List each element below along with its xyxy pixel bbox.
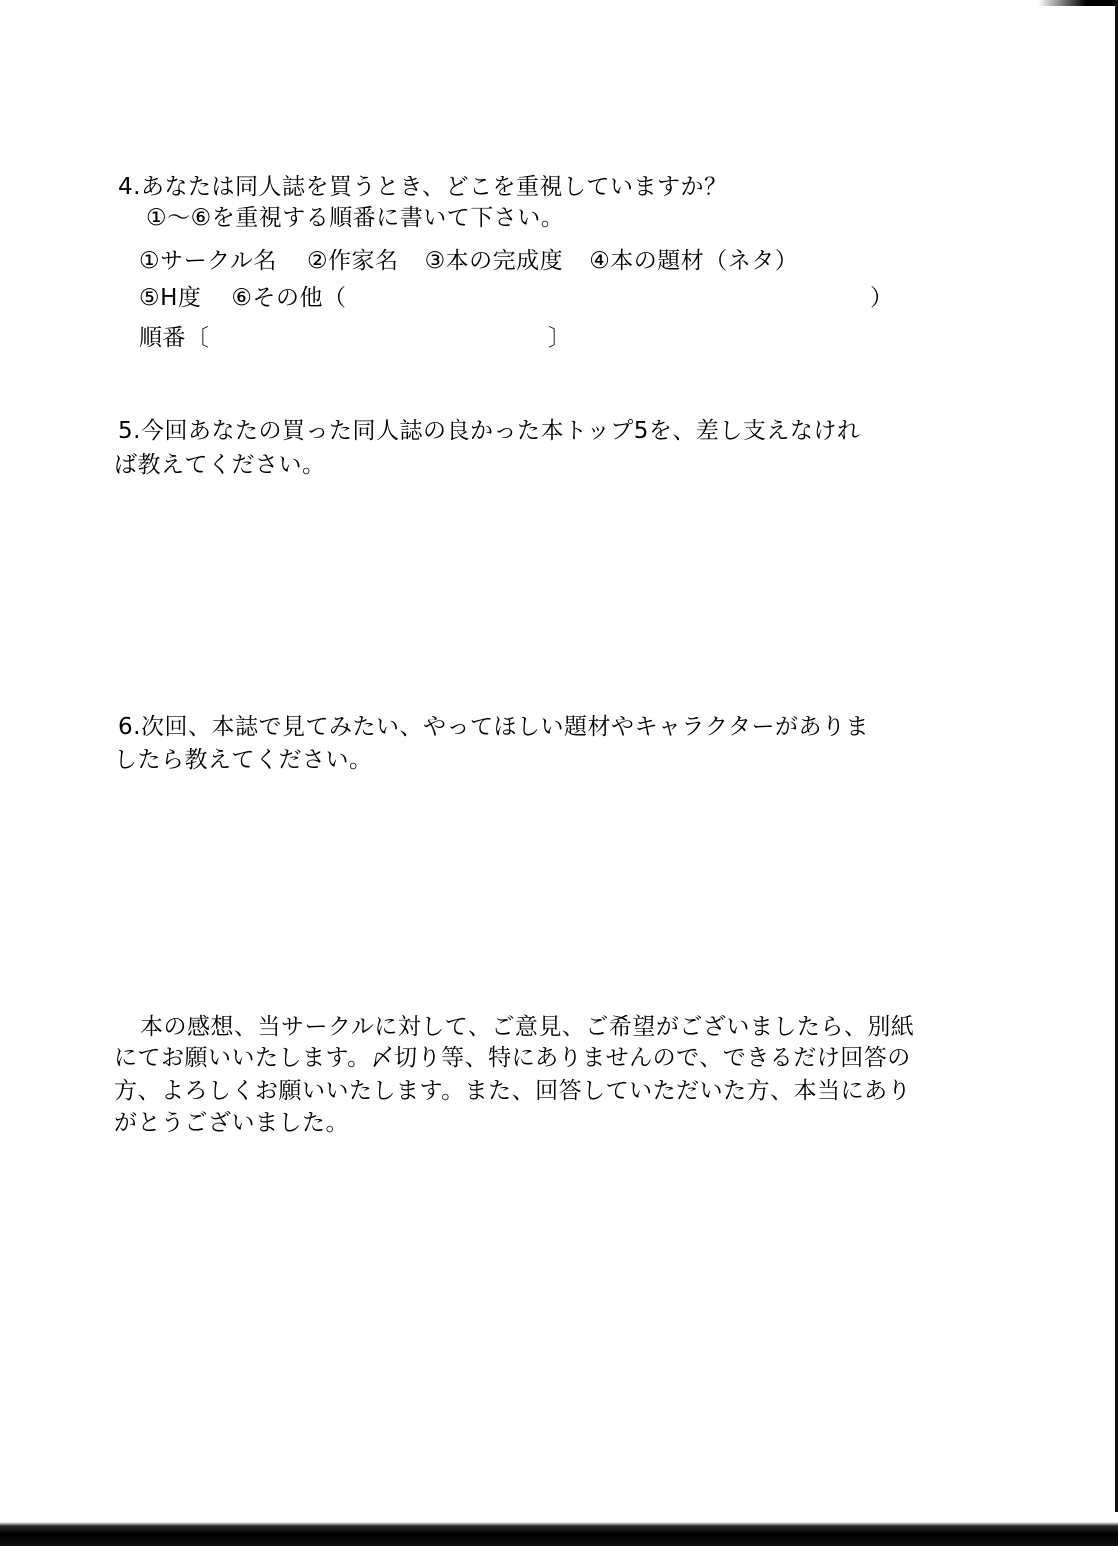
option-h-degree: ⑤H度 <box>139 285 202 311</box>
question-4-instruction: ①～⑥を重視する順番に書いて下さい。 <box>146 205 565 231</box>
question-5-line2: ば教えてください。 <box>114 452 326 478</box>
closing-line3: 方、よろしくお願いいたします。また、回答していただいた方、本当にあり <box>114 1078 912 1104</box>
order-label: 順番〔 <box>139 325 210 351</box>
question-6-line1: 6.次回、本誌で見てみたい、やってほしい題材やキャラクターがありま <box>118 714 869 740</box>
closing-line1: 本の感想、当サークルに対して、ご意見、ご希望がございましたら、別紙 <box>140 1014 915 1040</box>
question-6-line2: したら教えてください。 <box>114 747 373 773</box>
question-4-options-row2 <box>139 283 347 313</box>
order-close-bracket: 〕 <box>548 325 571 351</box>
question-4-title: 4.あなたは同人誌を買うとき、どこを重視していますか？ <box>118 174 728 200</box>
option-other-close-paren: ） <box>870 285 893 311</box>
option-subject: ④本の題材（ネタ） <box>589 248 799 274</box>
question-4-options-row1 <box>139 246 798 276</box>
scan-edge-bottom <box>0 1512 1118 1546</box>
scan-edge-top <box>1038 0 1118 6</box>
option-author-name: ②作家名 <box>306 248 399 274</box>
option-other: ⑥その他（ <box>231 285 347 311</box>
option-completeness: ③本の完成度 <box>424 248 564 274</box>
question-5-line1: 5.今回あなたの買った同人誌の良かった本トップ5を、差し支えなけれ <box>118 418 861 444</box>
option-circle-name: ①サークル名 <box>139 248 277 274</box>
closing-line2: にてお願いいたします。〆切り等、特にありませんので、できるだけ回答の <box>114 1045 911 1071</box>
closing-line4: がとうございました。 <box>114 1110 349 1136</box>
